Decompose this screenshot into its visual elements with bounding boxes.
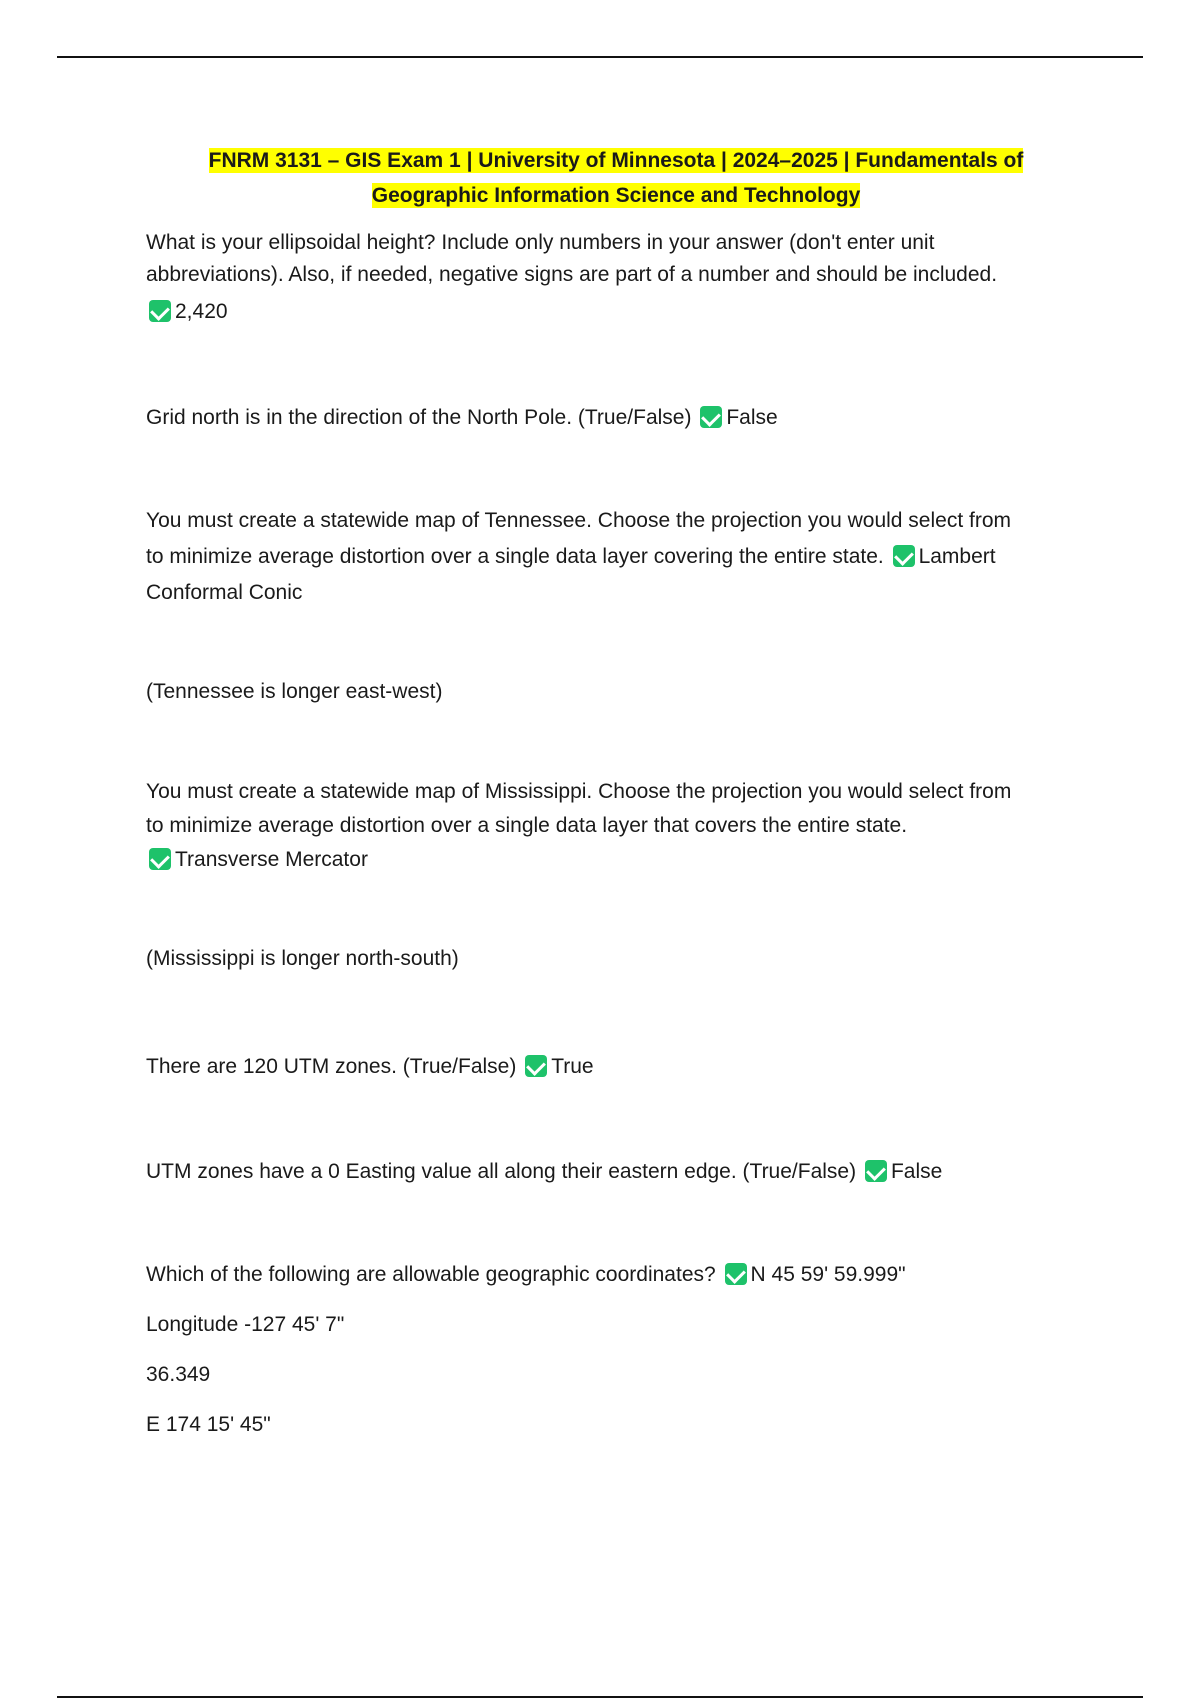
- title-line-1: FNRM 3131 – GIS Exam 1 | University of Minnesota | 2024–2025 | Fundamentals of: [208, 149, 1024, 172]
- question-3-answer-part1: Lambert: [918, 545, 996, 568]
- check-box-icon: [893, 545, 915, 567]
- question-4-answer: Transverse Mercator: [175, 848, 368, 871]
- question-3-note: (Tennessee is longer east-west): [146, 680, 443, 703]
- question-1: [146, 227, 1076, 328]
- question-2: [146, 401, 1076, 434]
- title-line-2: Geographic Information Science and Technology: [371, 184, 861, 207]
- question-2-answer: False: [726, 406, 778, 429]
- question-7-answer: N 45 59' 59.999": [750, 1263, 906, 1286]
- question-4: [146, 775, 1076, 975]
- question-5: [146, 1050, 1076, 1083]
- check-box-icon: [149, 848, 171, 870]
- question-6: [146, 1155, 1076, 1188]
- question-4-note: (Mississippi is longer north-south): [146, 947, 459, 970]
- check-box-icon: [149, 300, 171, 322]
- check-box-icon: [865, 1160, 887, 1182]
- question-1-text: What is your ellipsoidal height? Include only numbers in your answer (don't enter unit abbreviations). Also, if needed, negative signs are part of a number and should be included.: [146, 231, 998, 286]
- question-1-answer: 2,420: [146, 295, 1076, 328]
- check-box-icon: [700, 406, 722, 428]
- question-7-text: Which of the following are allowable geographic coordinates? N 45 59' 59.999": [146, 1263, 906, 1286]
- question-3-answer-part2: Conformal Conic: [146, 581, 303, 604]
- question-6-answer: False: [890, 1160, 943, 1183]
- question-3: [146, 503, 1076, 708]
- question-2-text: Grid north is in the direction of the North Pole. (True/False) False: [146, 406, 778, 429]
- bottom-rule: [57, 1696, 1143, 1698]
- page-title: [146, 143, 1086, 213]
- option-item: 36.349: [146, 1363, 211, 1386]
- top-rule: [57, 56, 1143, 58]
- option-item: Longitude -127 45' 7": [146, 1313, 345, 1336]
- question-7: [146, 1258, 1076, 1441]
- check-box-icon: [725, 1263, 747, 1285]
- question-5-answer: True: [551, 1055, 594, 1078]
- check-box-icon: [525, 1055, 547, 1077]
- question-6-text: UTM zones have a 0 Easting value all along their eastern edge. (True/False) False: [146, 1160, 943, 1183]
- option-item: E 174 15' 45": [146, 1413, 271, 1436]
- question-5-text: There are 120 UTM zones. (True/False) True: [146, 1055, 594, 1078]
- question-3-text: You must create a statewide map of Tennessee. Choose the projection you would select from to minimize average distortion over a single data layer covering the entire state. Lambert Conformal Conic: [146, 509, 1011, 604]
- question-4-text: You must create a statewide map of Mississippi. Choose the projection you would select from to minimize average distortion over a single data layer that covers the entire state. Transverse Mercator: [146, 780, 1012, 871]
